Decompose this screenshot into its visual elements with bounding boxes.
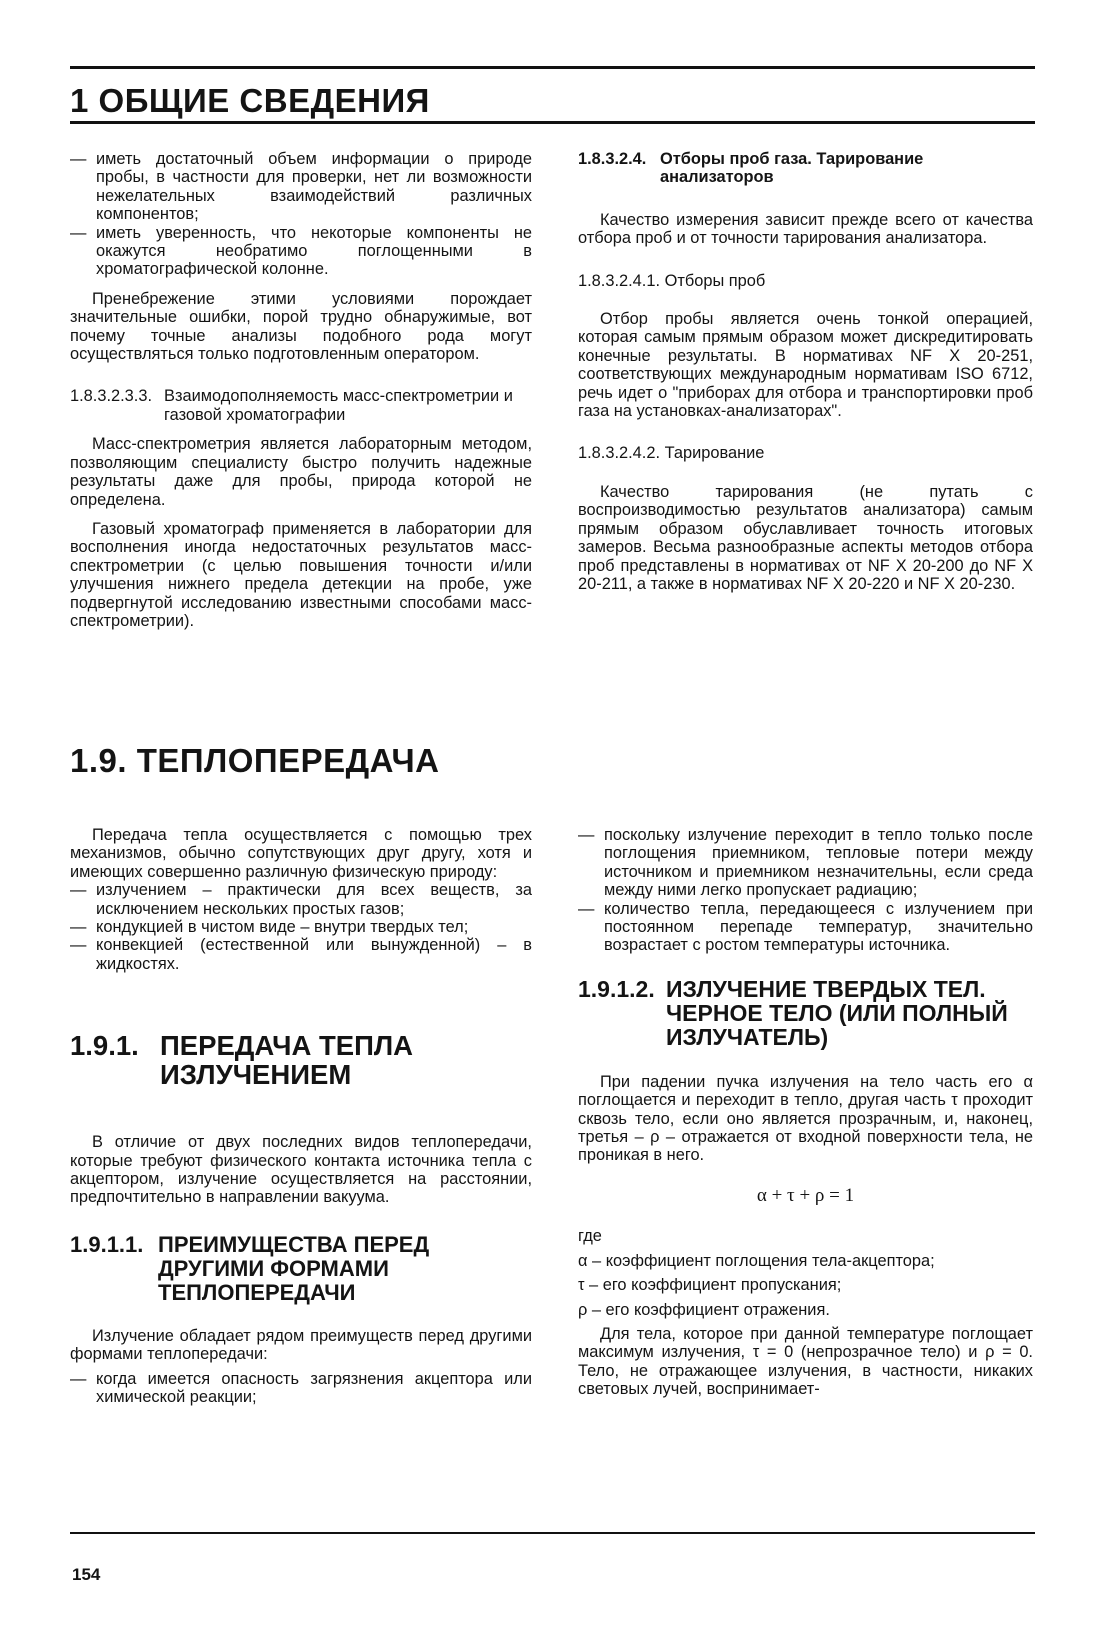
chapter-title: 1 ОБЩИЕ СВЕДЕНИЯ: [70, 82, 430, 119]
paragraph: В отличие от двух последних видов теплопередачи, которые требуют физического контакта источника тепла с акцептором, излучение осуществляется на расстоянии, предпочтительно в направлении вакуума.: [70, 1133, 532, 1207]
list-item: [70, 224, 532, 279]
list-item-text: поскольку излучение переходит в тепло только после поглощения приемником, тепловые потери между источником и приемником незначительны, если среда между ними легко пропускает радиацию;: [604, 826, 1033, 900]
paragraph: Газовый хроматограф применяется в лаборатории для восполнения иногда недостаточных результатов масс-спектрометрии (с целью повышения точности и/или улучшения нижнего предела детекции на пробе, уже подвергнутой исследованию известными способами масс-спектрометрии).: [70, 519, 532, 630]
section-title: ПЕРЕДАЧА ТЕПЛА ИЗЛУЧЕНИЕМ: [160, 1030, 414, 1091]
list-item-text: количество тепла, передающееся с излучением при постоянном перепаде температур, значительно возрастает с ростом температуры источника.: [604, 899, 1033, 955]
section-title: Взаимодополняемость масс-спектрометрии и газовой хроматографии: [164, 387, 513, 424]
section-heading-1-9-1-1: [70, 1233, 532, 1305]
paragraph: Пренебрежение этими условиями порождает значительные ошибки, порой трудно обнаружимые, вот почему точные анализы подобного рода могут осуществляться только подготовленным оператором.: [70, 289, 532, 364]
section-heading: [578, 150, 1033, 187]
paragraph: Для тела, которое при данной температуре поглощает максимум излучения, τ = 0 (непрозрачное тело) и ρ = 0. Тело, не отражающее излучения, в частности, никаких световых лучей, воспринимает-: [578, 1324, 1033, 1399]
paragraph: При падении пучка излучения на тело часть его α поглощается и переходит в тепло, другая часть τ проходит сквозь тело, если оно является прозрачным, и, наконец, третья – ρ – отражается от входной поверхности тела, не проникая в него.: [578, 1072, 1033, 1165]
definition: ρ – его коэффициент отражения.: [578, 1300, 830, 1319]
footer-rule: [70, 1532, 1035, 1534]
section-heading-1-9-1: [70, 1031, 532, 1089]
section-number: 1.8.3.2.3.3.: [70, 387, 153, 406]
top-right-column: [578, 150, 1033, 593]
bullet-dash: —: [70, 1369, 87, 1388]
section-heading: [70, 387, 532, 424]
header-rule: [70, 121, 1035, 124]
page-number: 154: [72, 1565, 101, 1584]
bullet-dash: —: [70, 918, 87, 937]
list-item-text: кондукцией в чистом виде – внутри твердых тел;: [96, 918, 469, 937]
section-number: 1.9.1.1.: [70, 1231, 144, 1257]
top-rule: [70, 66, 1035, 69]
paragraph: Излучение обладает рядом преимуществ перед другими формами теплопередачи:: [70, 1326, 532, 1364]
formula: α + τ + ρ = 1: [756, 1184, 855, 1206]
bullet-dash: —: [70, 223, 87, 242]
section-heading-1-9-1-2: [578, 977, 1033, 1049]
section-number: 1.9.1.: [70, 1030, 139, 1062]
section-title: ПРЕИМУЩЕСТВА ПЕРЕД ДРУГИМИ ФОРМАМИ ТЕПЛОПЕРЕДАЧИ: [158, 1231, 430, 1305]
list-item: [578, 826, 1033, 900]
list-item: [578, 900, 1033, 955]
list-item: [70, 881, 532, 918]
section-title-heat-transfer: 1.9. ТЕПЛОПЕРЕДАЧА: [70, 742, 440, 779]
paragraph: Масс-спектрометрия является лабораторным методом, позволяющим специалисту быстро получить надежные результаты даже для пробы, природа которой не определена.: [70, 435, 532, 509]
bottom-left-column: [70, 826, 532, 1407]
paragraph: Отбор пробы является очень тонкой операцией, которая самым прямым образом может дискредитировать конечные результаты. В нормативах NF X 20-251, соответствующих международным нормативам ISO 6712, речь идет о "приборах для отбора и транспортировки проб газа на установках-анализаторах".: [578, 310, 1033, 421]
bullet-dash: —: [70, 150, 87, 168]
list-item-text: иметь уверенность, что некоторые компоненты не окажутся необратимо поглощенными в хроматографической колонне.: [96, 223, 532, 279]
paragraph: Качество тарирования (не путать с воспроизводимостью результатов анализатора) самым прямым образом обуславливает точность итоговых замеров. Весьма разнообразные аспекты методов отбора проб представлены в нормативах от NF X 20-200 до NF X 20-211, а также в нормативах NF X 20-220 и NF X 20-230.: [578, 482, 1033, 593]
list-item-text: конвекцией (естественной или вынужденной) – в жидкостях.: [96, 936, 532, 973]
bullet-dash: —: [578, 899, 595, 918]
list-item: [70, 936, 532, 973]
list-item: [70, 150, 532, 224]
list-item: [70, 918, 532, 936]
section-title: ИЗЛУЧЕНИЕ ТВЕРДЫХ ТЕЛ. ЧЕРНОЕ ТЕЛО (ИЛИ ПОЛНЫЙ ИЗЛУЧАТЕЛЬ): [666, 975, 1008, 1050]
bullet-dash: —: [70, 881, 87, 900]
section-number: 1.8.3.2.4.: [578, 150, 647, 168]
bullet-dash: —: [578, 826, 595, 844]
subsection-heading: 1.8.3.2.4.1. Отборы проб: [578, 271, 766, 290]
section-number: 1.9.1.2.: [578, 975, 655, 1002]
list-item: [70, 1370, 532, 1407]
section-title: Отборы проб газа. Тарирование анализаторов: [660, 150, 924, 187]
subsection-heading: 1.8.3.2.4.2. Тарирование: [578, 444, 765, 463]
bullet-dash: —: [70, 936, 87, 955]
definition: α – коэффициент поглощения тела-акцептора;: [578, 1251, 935, 1270]
list-item-text: излучением – практически для всех веществ, за исключением нескольких простых газов;: [96, 881, 532, 918]
bottom-right-column: [578, 826, 1033, 1399]
definition: τ – его коэффициент пропускания;: [578, 1276, 842, 1295]
where-label: где: [578, 1227, 602, 1246]
top-left-column: [70, 150, 532, 630]
paragraph: Передача тепла осуществляется с помощью трех механизмов, обычно сопутствующих друг другу, хотя и имеющих совершенно различную физическую природу:: [70, 826, 532, 881]
paragraph: Качество измерения зависит прежде всего от качества отбора проб и от точности тарирования анализатора.: [578, 210, 1033, 248]
list-item-text: когда имеется опасность загрязнения акцептора или химической реакции;: [96, 1369, 532, 1407]
list-item-text: иметь достаточный объем информации о природе пробы, в частности для проверки, нет ли возможности нежелательных взаимодействий различных компонентов;: [96, 150, 532, 224]
